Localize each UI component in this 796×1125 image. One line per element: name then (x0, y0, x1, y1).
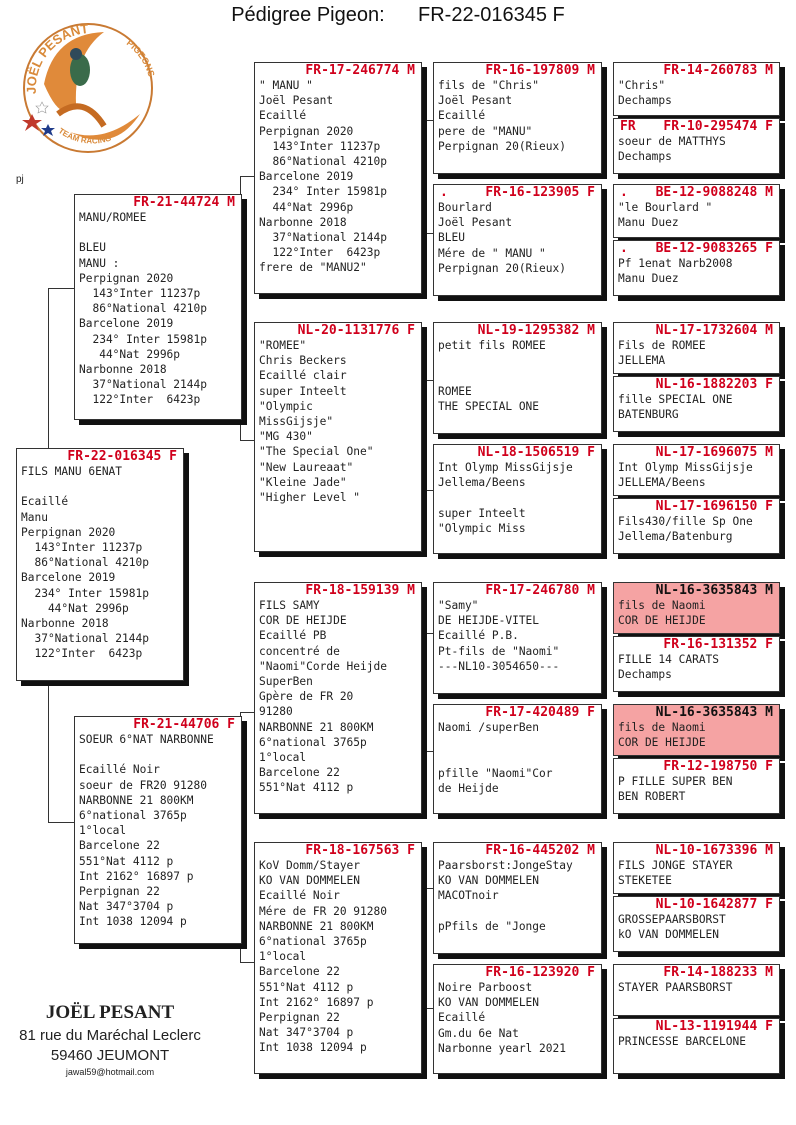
bird-card-gen4-5[interactable] (433, 582, 602, 694)
connector-line (422, 120, 433, 121)
bird-card-dam[interactable] (74, 716, 242, 944)
bird-notes: Int Olymp MissGijsje JELLEMA/Beens (618, 461, 753, 490)
ring-number: FR-12-198750 F (663, 759, 773, 774)
team-logo (14, 14, 162, 162)
bird-notes: Bourlard Joël Pesant BLEU Mére de " MANU " Perpignan 20(Rieux) (438, 201, 566, 275)
ring-number: FR-17-420489 F (485, 705, 595, 720)
ring-number: FR-16-197809 M (485, 63, 595, 78)
logo-top-text: JOËL PESANT (23, 20, 90, 95)
ring-number: NL-17-1696075 M (655, 445, 773, 460)
ring-number: NL-20-1131776 F (297, 323, 415, 338)
bird-card-gen4-4[interactable] (433, 444, 602, 554)
ring-number: FR-16-123920 F (485, 965, 595, 980)
ring-number: NL-16-1882203 F (655, 377, 773, 392)
ring-number: FR-17-246774 M (305, 63, 415, 78)
bird-notes: Pf 1enat Narb2008 Manu Duez (618, 257, 733, 286)
connector-line (422, 888, 433, 889)
bird-notes: fils de Naomi COR DE HEIJDE (618, 721, 706, 750)
bird-card-gen5-2[interactable] (613, 118, 780, 174)
bird-card-gen5-15[interactable] (613, 964, 780, 1016)
connector-line (602, 118, 603, 128)
connector-line (422, 1008, 433, 1009)
bird-notes: "le Bourlard " Manu Duez (618, 201, 713, 230)
ring-number: FR-21-44706 F (133, 717, 235, 732)
bird-notes: KoV Domm/Stayer KO VAN DOMMELEN Ecaillé Noir Mére de FR 20 91280 NARBONNE 21 800KM 6°national 3765p 1°local Barcelone 22 551°Nat 4112 p Int 2162° 16897 p Perpignan 22 Nat 347°3704 p Int 1038 12094 p (259, 859, 387, 1055)
connector-line (48, 288, 49, 448)
bird-card-sire[interactable] (74, 194, 242, 420)
bird-card-gen5-13[interactable] (613, 842, 780, 894)
connector-line (422, 490, 433, 491)
bird-notes: PRINCESSE BARCELONE (618, 1035, 746, 1048)
owner-city: 59460 JEUMONT (50, 1047, 170, 1064)
ring-number: FR-17-246780 M (485, 583, 595, 598)
bird-card-gen5-14[interactable] (613, 896, 780, 952)
connector-line (422, 633, 433, 634)
connector-line (422, 233, 433, 234)
bird-card-gen5-9[interactable] (613, 582, 780, 634)
connector-line (602, 486, 603, 500)
connector-line (602, 1008, 603, 1022)
bird-card-gen5-16[interactable] (613, 1018, 780, 1074)
ring-number: . BE-12-9083265 F (620, 241, 773, 256)
bird-notes: petit fils ROMEE ROMEE THE SPECIAL ONE (438, 339, 546, 413)
bird-notes: Fils430/fille Sp One Jellema/Batenburg (618, 515, 753, 544)
bird-card-gen3-3[interactable] (254, 582, 422, 814)
bird-card-gen5-8[interactable] (613, 498, 780, 554)
ring-number: NL-16-3635843 M (655, 583, 773, 598)
bird-card-subject[interactable] (16, 448, 184, 681)
bird-notes: Noire Parboost KO VAN DOMMELEN Ecaillé Gm.du 6e Nat Narbonne yearl 2021 (438, 981, 566, 1055)
logo-bottom-text: TEAM RACING (56, 126, 113, 146)
bird-card-gen4-1[interactable] (433, 62, 602, 174)
owner-email[interactable]: jawal59@hotmail.com (65, 1067, 155, 1077)
bird-card-gen5-11[interactable] (613, 704, 780, 756)
ring-number: FR-14-188233 M (663, 965, 773, 980)
bird-card-gen5-4[interactable] (613, 240, 780, 296)
ring-number: NL-19-1295382 M (477, 323, 595, 338)
ring-number: FR-16-445202 M (485, 843, 595, 858)
bird-notes: Naomi /superBen pfille "Naomi"Cor de Heijde (438, 721, 553, 795)
connector-line (422, 888, 423, 1008)
logo-right-text: PIGEONS (124, 37, 157, 78)
logo-initials: pj (16, 174, 24, 185)
connector-line (602, 754, 603, 768)
ring-number: FR-14-260783 M (663, 63, 773, 78)
connector-line (48, 822, 74, 823)
bird-card-gen3-2[interactable] (254, 322, 422, 552)
connector-line (422, 380, 423, 490)
ring-number: FR-22-016345 F (67, 449, 177, 464)
bird-card-gen5-7[interactable] (613, 444, 780, 496)
ring-number: NL-17-1732604 M (655, 323, 773, 338)
owner-address: 81 rue du Maréchal Leclerc (19, 1027, 201, 1044)
bird-notes: fils de "Chris" Joël Pesant Ecaillé pere de "MANU" Perpignan 20(Rieux) (438, 79, 566, 153)
ring-number: NL-16-3635843 M (655, 705, 773, 720)
bird-card-gen4-8[interactable] (433, 964, 602, 1074)
page-title: Pédigree Pigeon: FR-22-016345 F (231, 4, 565, 26)
bird-notes: fils de Naomi COR DE HEIJDE (618, 599, 706, 628)
bird-notes: Paarsborst:JongeStay KO VAN DOMMELEN MACOTnoir pPfils de "Jonge (438, 859, 573, 933)
ring-number: NL-10-1673396 M (655, 843, 773, 858)
bird-notes: Fils de ROMEE JELLEMA (618, 339, 706, 368)
bird-notes: P FILLE SUPER BEN BEN ROBERT (618, 775, 733, 804)
bird-notes: soeur de MATTHYS Dechamps (618, 135, 726, 164)
ring-number: FR-21-44724 M (133, 195, 235, 210)
bird-card-gen4-6[interactable] (433, 704, 602, 814)
connector-line (240, 176, 254, 177)
bird-notes: MANU/ROMEE BLEU MANU : Perpignan 2020 143°Inter 11237p 86°National 4210p Barcelone 2019 234° Inter 15981p 44°Nat 2996p Narbonne 2018 37°National 2144p 122°Inter 6423p (79, 211, 207, 407)
bird-notes: SOEUR 6°NAT NARBONNE Ecaillé Noir soeur de FR20 91280 NARBONNE 21 800KM 6°national 3765p 1°local Barcelone 22 551°Nat 4112 p Int 2162° 16897 p Perpignan 22 Nat 347°3704 p Int 1038 12094 p (79, 733, 214, 929)
bird-card-gen5-5[interactable] (613, 322, 780, 374)
connector-line (422, 380, 433, 381)
ring-number: FR-18-167563 F (305, 843, 415, 858)
bird-card-gen4-7[interactable] (433, 842, 602, 954)
bird-card-gen5-1[interactable] (613, 62, 780, 116)
connector-line (602, 634, 603, 648)
bird-notes: FILS JONGE STAYER STEKETEE (618, 859, 733, 888)
connector-line (602, 228, 603, 242)
bird-notes: FILS MANU 6ENAT Ecaillé Manu Perpignan 2020 143°Inter 11237p 86°National 4210p Barcelone 2019 234° Inter 15981p 44°Nat 2996p Narbonne 2018 37°National 2144p 122°Inter 6423p (21, 465, 149, 661)
connector-line (602, 888, 603, 902)
ring-number: FR FR-10-295474 F (620, 119, 773, 134)
bird-card-gen5-6[interactable] (613, 376, 780, 432)
connector-line (422, 120, 423, 233)
connector-line (422, 751, 433, 752)
bird-notes: GROSSEPAARSBORST kO VAN DOMMELEN (618, 913, 726, 942)
ring-number: NL-13-1191944 F (655, 1019, 773, 1034)
bird-notes: FILLE 14 CARATS Dechamps (618, 653, 720, 682)
owner-name: JOËL PESANT (45, 1002, 175, 1023)
ring-number: . FR-16-123905 F (440, 185, 595, 200)
bird-notes: " MANU " Joël Pesant Ecaillé Perpignan 2020 143°Inter 11237p 86°National 4210p Barcelone 2019 234° Inter 15981p 44°Nat 2996p Narbonne 2018 37°National 2144p 122°Inter 6423p frere de "MANU2" (259, 79, 387, 275)
connector-line (602, 372, 603, 384)
connector-line (240, 962, 254, 963)
ring-number: NL-18-1506519 F (477, 445, 595, 460)
ring-number: . BE-12-9088248 M (620, 185, 773, 200)
ring-number: NL-10-1642877 F (655, 897, 773, 912)
bird-notes: fille SPECIAL ONE BATENBURG (618, 393, 733, 422)
bird-card-gen5-12[interactable] (613, 758, 780, 814)
bird-card-gen3-1[interactable] (254, 62, 422, 294)
bird-card-gen4-2[interactable] (433, 184, 602, 296)
ring-number: FR-16-131352 F (663, 637, 773, 652)
bird-card-gen4-3[interactable] (433, 322, 602, 434)
connector-line (48, 683, 49, 823)
connector-line (422, 633, 423, 751)
ring-number: NL-17-1696150 F (655, 499, 773, 514)
bird-card-gen3-4[interactable] (254, 842, 422, 1074)
bird-card-gen5-10[interactable] (613, 636, 780, 692)
connector-line (48, 288, 74, 289)
bird-notes: FILS SAMY COR DE HEIJDE Ecaillé PB concentré de "Naomi"Corde Heijde SuperBen Gpère de FR 20 91280 NARBONNE 21 800KM 6°national 3765p 1°local Barcelone 22 551°Nat 4112 p (259, 599, 387, 795)
connector-line (240, 712, 254, 713)
connector-line (240, 440, 254, 441)
bird-notes: STAYER PAARSBORST (618, 981, 733, 994)
bird-notes: "Samy" DE HEIJDE-VITEL Ecaillé P.B. Pt-fils de "Naomi" ---NL10-3054650--- (438, 599, 560, 673)
bird-notes: "ROMEE" Chris Beckers Ecaillé clair super Inteelt "Olympic MissGijsje" "MG 430" "The Special One" "New Laureaat" "Kleine Jade" "Higher Level " (259, 339, 374, 505)
bird-card-gen5-3[interactable] (613, 184, 780, 238)
bird-notes: "Chris" Dechamps (618, 79, 672, 108)
ring-number: FR-18-159139 M (305, 583, 415, 598)
bird-notes: Int Olymp MissGijsje Jellema/Beens super Inteelt "Olympic Miss (438, 461, 573, 535)
